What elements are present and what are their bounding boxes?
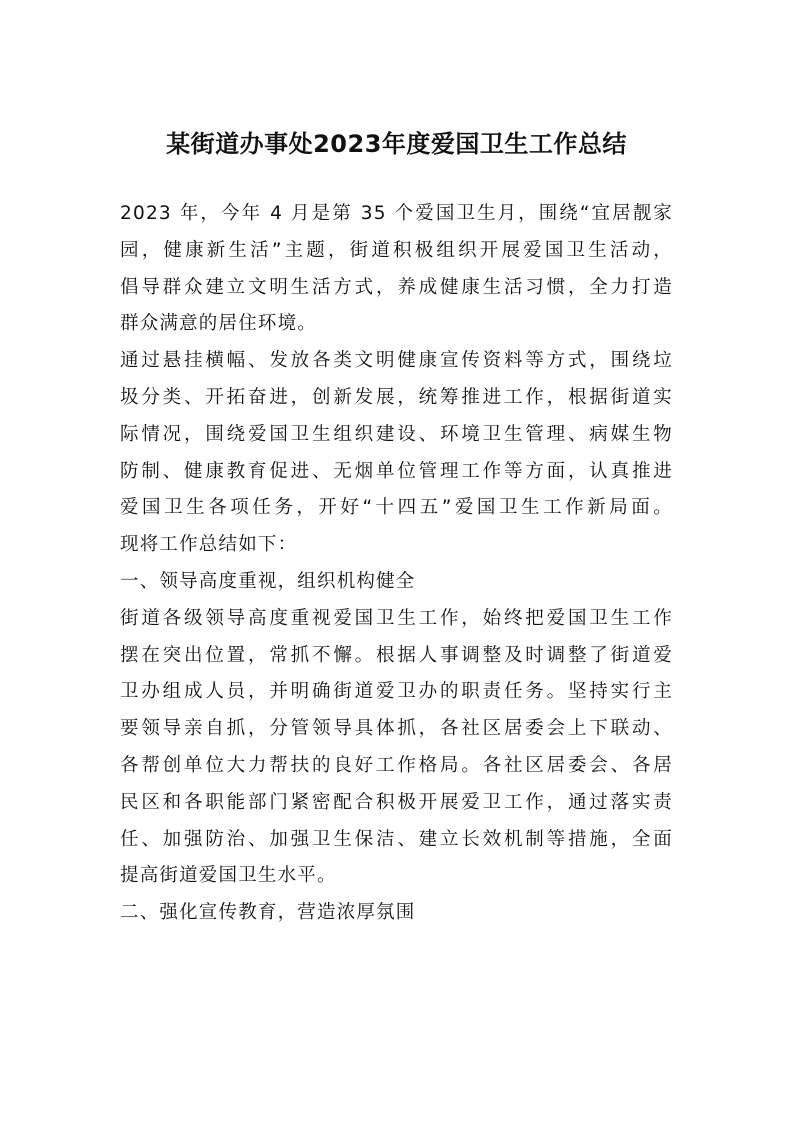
section-heading-2 <box>120 895 673 932</box>
text-line: 爱国卫生各项任务，开好“十四五”爱国卫生工作新局面。 <box>120 497 673 519</box>
text-line: 倡导群众建立文明生活方式，养成健康生活习惯，全力打造 <box>120 276 673 298</box>
text-line: 际情况，围绕爱国卫生组织建设、环境卫生管理、病媒生物 <box>120 423 673 445</box>
paragraph-leadership <box>120 601 673 895</box>
text-line: 防制、健康教育促进、无烟单位管理工作等方面，认真推进 <box>120 460 673 482</box>
text-line: 街道各级领导高度重视爱国卫生工作，始终把爱国卫生工作 <box>120 607 673 629</box>
text-line: 群众满意的居住环境。 <box>120 313 318 335</box>
heading-text: 二、强化宣传教育，营造浓厚氛围 <box>120 902 416 924</box>
heading-text: 一、领导高度重视，组织机构健全 <box>120 570 416 592</box>
text-line: 现将工作总结如下： <box>120 534 298 556</box>
text-line: 任、加强防治、加强卫生保洁、建立长效机制等措施，全面 <box>120 828 673 850</box>
text-line: 要领导亲自抓，分管领导具体抓，各社区居委会上下联动、 <box>120 718 673 740</box>
text-line: 各帮创单位大力帮扶的良好工作格局。各社区居委会、各居 <box>120 754 673 776</box>
text-line: 卫办组成人员，并明确街道爱卫办的职责任务。坚持实行主 <box>120 681 673 703</box>
paragraph-overview <box>120 343 673 564</box>
document-title: 某街道办事处2023年度爱国卫生工作总结 <box>166 130 627 158</box>
text-line: 摆在突出位置，常抓不懈。根据人事调整及时调整了街道爱 <box>120 644 673 666</box>
text-line: 园，健康新生活”主题，街道积极组织开展爱国卫生活动， <box>120 239 673 261</box>
text-line: 圾分类、开拓奋进，创新发展，统筹推进工作，根据街道实 <box>120 386 673 408</box>
section-heading-1 <box>120 564 673 601</box>
text-line: 2023 年，今年 4 月是第 35 个爱国卫生月，围绕“宜居靓家 <box>120 203 673 224</box>
text-line: 提高街道爱国卫生水平。 <box>120 865 337 887</box>
text-line: 民区和各职能部门紧密配合积极开展爱卫工作，通过落实责 <box>120 791 673 813</box>
text-line: 通过悬挂横幅、发放各类文明健康宣传资料等方式，围绕垃 <box>120 350 673 372</box>
paragraph-intro <box>120 196 673 343</box>
document-body <box>120 196 673 932</box>
